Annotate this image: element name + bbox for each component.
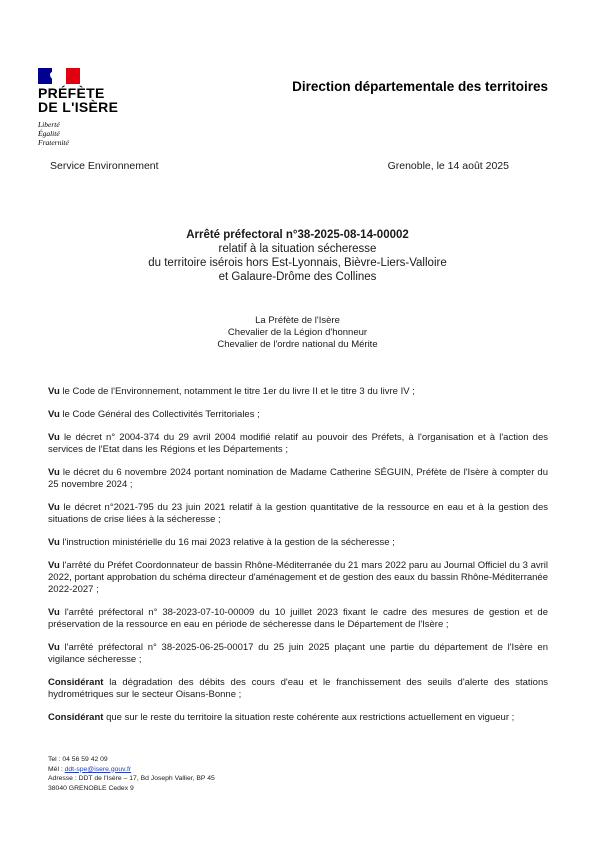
motto-liberte: Liberté (38, 120, 60, 129)
footer-email-link[interactable]: ddt-spe@isere.gouv.fr (64, 765, 132, 773)
recital-text: l'arrêté préfectoral n° 38-2025-06-25-00017 du 25 juin 2025 plaçant une partie du département de l'Isère en vigilance sécheresse ; (48, 642, 548, 665)
recital-paragraph (48, 467, 548, 491)
recital-paragraph (48, 642, 548, 666)
recital-text: le décret n° 2004-374 du 29 avril 2004 modifié relatif au pouvoir des Préfets, à l'organisation et à l'action des services de l'Etat dans les Régions et les Départements ; (48, 432, 548, 455)
recital-lead: Vu (48, 467, 60, 478)
recital-text: le Code Général des Collectivités Territoriales ; (59, 409, 260, 420)
author-title: La Préfète de l'Isère (255, 315, 340, 326)
place-date: Grenoble, le 14 août 2025 (387, 160, 509, 172)
decree-title (0, 228, 595, 284)
recital-text: le décret du 6 novembre 2024 portant nomination de Madame Catherine SÉGUIN, Préfète de l'Isère à compter du 25 novembre 2024 ; (48, 467, 548, 490)
direction-heading: Direction départementale des territoires (292, 79, 548, 94)
footer-city: 38040 GRENOBLE Cedex 9 (48, 784, 134, 792)
prefecture-logo (38, 68, 138, 147)
logo-line-1: PRÉFÈTE (38, 85, 105, 101)
considerant-lead: Considérant (48, 677, 104, 688)
logo-line-2: DE L'ISÈRE (38, 99, 119, 115)
recital-text: le décret n°2021-795 du 23 juin 2021 relatif à la gestion quantitative de la ressource en eau et à la gestion des situations de crise liées à la sécheresse ; (48, 502, 548, 525)
considerant-paragraph (48, 677, 548, 701)
decree-subject-line-2: du territoire isérois hors Est-Lyonnais, Bièvre-Liers-Valloire (148, 257, 447, 269)
footer-address: Adresse : DDT de l'Isère – 17, Bd Joseph Vallier, BP 45 (48, 775, 215, 782)
author-honour-1: Chevalier de la Légion d'honneur (227, 327, 368, 338)
recital-lead: Vu (48, 560, 60, 571)
recital-paragraph (48, 502, 548, 526)
recital-paragraph (48, 537, 548, 549)
footer-email-line (48, 765, 215, 775)
decree-subject-line-3: et Galaure-Drôme des Collines (218, 271, 377, 283)
recital-paragraph (48, 432, 548, 456)
recital-lead: Vu (48, 409, 60, 420)
author-block (0, 315, 595, 351)
recital-text: le Code de l'Environnement, notamment le titre 1er du livre II et le titre 3 du livre IV ; (59, 386, 415, 397)
considerant-text: que sur le reste du territoire la situation reste cohérente aux restrictions actuellement en vigueur ; (103, 712, 515, 723)
decree-number: Arrêté préfectoral n°38-2025-08-14-00002 (186, 229, 409, 241)
logo-motto (38, 120, 138, 147)
footer-contact (48, 755, 215, 793)
recital-text: l'arrêté préfectoral n° 38-2023-07-10-00009 du 10 juillet 2023 fixant le cadre des mesures de gestion et de préservation de la ressource en eau en période de sécheresse dans le Département de l'Isère ; (48, 607, 548, 630)
recital-lead: Vu (48, 502, 60, 513)
considerant-lead: Considérant (48, 712, 104, 723)
recital-lead: Vu (48, 537, 60, 548)
service-name: Service Environnement (50, 160, 159, 172)
considerant-paragraph (48, 712, 548, 724)
footer-phone: Tel : 04 56 59 42 09 (48, 756, 108, 763)
recital-paragraph (48, 560, 548, 596)
recital-paragraph (48, 409, 548, 421)
considerant-text: la dégradation des débits des cours d'eau et le franchissement des seuils d'alerte des stations hydrométriques sur le secteur Oisans-Bonne ; (48, 677, 548, 700)
decree-subject-line-1: relatif à la situation sécheresse (218, 243, 377, 255)
logo-title (38, 86, 138, 114)
recital-text: l'arrêté du Préfet Coordonnateur de bassin Rhône-Méditerranée du 21 mars 2022 paru au Journal Officiel du 3 avril 2022, portant approbation du schéma directeur d'aménagement et de gestion des eaux du bassin Rhône-Méditerranée 2022-2027 ; (48, 560, 548, 595)
marianne-flag-icon (38, 68, 80, 84)
recital-text: l'instruction ministérielle du 16 mai 2023 relative à la gestion de la sécheresse ; (59, 537, 395, 548)
motto-egalite: Égalité (38, 129, 60, 138)
recital-lead: Vu (48, 432, 60, 443)
motto-fraternite: Fraternité (38, 138, 69, 147)
footer-email-label: Mél : (48, 765, 65, 773)
recital-lead: Vu (48, 642, 60, 653)
recital-lead: Vu (48, 607, 60, 618)
author-honour-2: Chevalier de l'ordre national du Mérite (217, 339, 378, 350)
recital-paragraph (48, 386, 548, 398)
recital-paragraph (48, 607, 548, 631)
recital-lead: Vu (48, 386, 60, 397)
decree-body (48, 386, 548, 724)
